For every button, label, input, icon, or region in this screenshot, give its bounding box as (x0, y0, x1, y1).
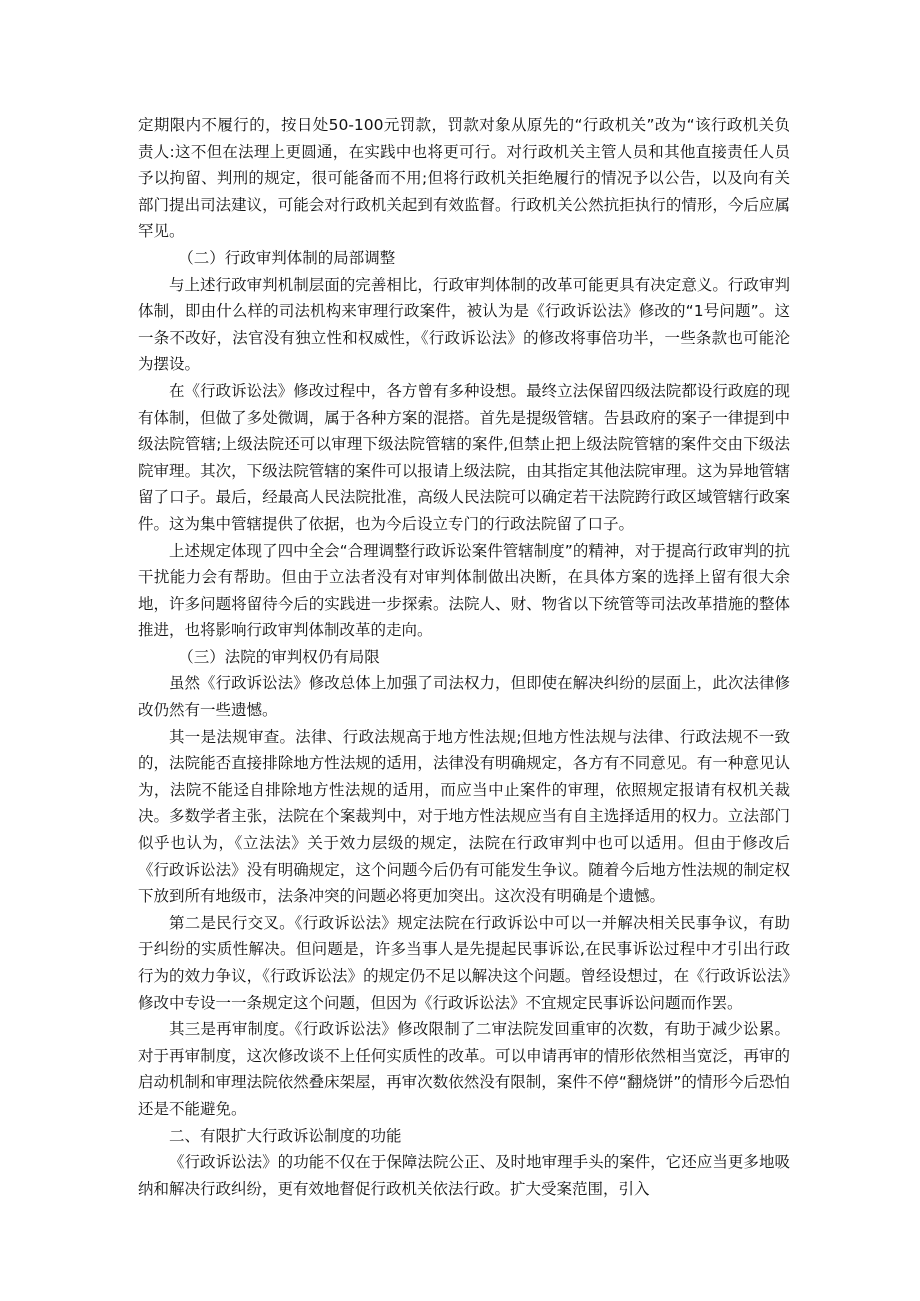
paragraph: 其三是再审制度。《行政诉讼法》修改限制了二审法院发回重审的次数，有助于减少讼累。对于再审制度，这次修改谈不上任何实质性的改革。可以申请再审的情形依然相当宽泛，再审的启动机制和审理法院依然叠床架屋，再审次数依然没有限制，案件不停“翻烧饼”的情形今后恐怕还是不能避免。 (138, 1020, 790, 1118)
document-page (138, 112, 790, 1202)
paragraph: 与上述行政审判机制层面的完善相比，行政审判体制的改革可能更具有决定意义。行政审判体制，即由什么样的司法机构来审理行政案件，被认为是《行政诉讼法》修改的“1号问题”。这一条不改好，法官没有独立性和权威性，《行政诉讼法》的修改将事倍功半，一些条款也可能沦为摆设。 (138, 275, 790, 374)
paragraph: 第二是民行交叉。《行政诉讼法》规定法院在行政诉讼中可以一并解决相关民事争议，有助于纠纷的实质性解决。但问题是，许多当事人是先提起民事诉讼,在民事诉讼过程中才引出行政行为的效力争议，《行政诉讼法》的规定仍不足以解决这个问题。曾经设想过，在《行政诉讼法》修改中专设一一条规定这个问题，但因为《行政诉讼法》不宜规定民事诉讼问题而作罢。 (138, 913, 790, 1012)
paragraph: 《行政诉讼法》的功能不仅在于保障法院公正、及时地审理手头的案件，它还应当更多地吸纳和解决行政纠纷，更有效地督促行政机关依法行政。扩大受案范围，引入 (138, 1153, 790, 1198)
paragraph: 其一是法规审查。法律、行政法规高于地方性法规;但地方性法规与法律、行政法规不一致的，法院能否直接排除地方性法规的适用，法律没有明确规定，各方有不同意见。有一种意见认为，法院不能迳自排除地方性法规的适用，而应当中止案件的审理，依照规定报请有权机关裁决。多数学者主张，法院在个案裁判中，对于地方性法规应当有自主选择适用的权力。立法部门似乎也认为，《立法法》关于效力层级的规定，法院在行政审判中也可以适用。但由于修改后《行政诉讼法》没有明确规定，这个问题今后仍有可能发生争议。随着今后地方性法规的制定权下放到所有地级市，法条冲突的问题必将更加突出。这次没有明确是个遗憾。 (138, 727, 790, 906)
paragraph-continued: 定期限内不履行的，按日处50-100元罚款，罚款对象从原先的“行政机关”改为“该行政机关负责人:这不但在法理上更圆通，在实践中也将更可行。对行政机关主管人员和其他直接责任人员予以拘留、判刑的规定，很可能备而不用;但将行政机关拒绝履行的情况予以公告，以及向有关部门提出司法建议，可能会对行政机关起到有效监督。行政机关公然抗拒执行的情形，今后应属罕见。 (138, 116, 790, 241)
paragraph: 虽然《行政诉讼法》修改总体上加强了司法权力，但即使在解决纠纷的层面上，此次法律修改仍然有一些遗憾。 (138, 674, 790, 720)
paragraph: 在《行政诉讼法》修改过程中，各方曾有多种设想。最终立法保留四级法院都设行政庭的现有体制，但做了多处微调，属于各种方案的混搭。首先是提级管辖。告县政府的案子一律提到中级法院管辖;上级法院还可以审理下级法院管辖的案件,但禁止把上级法院管辖的案件交由下级法院审理。其次，下级法院管辖的案件可以报请上级法院，由其指定其他法院审理。这为异地管辖留了口子。最后，经最高人民法院批准，高级人民法院可以确定若干法院跨行政区域管辖行政案件。这为集中管辖提供了依据，也为今后设立专门的行政法院留了口子。 (138, 381, 790, 533)
section-heading-3: （三）法院的审判权仍有局限 (178, 647, 380, 666)
paragraph: 上述规定体现了四中全会“合理调整行政诉讼案件管辖制度”的精神，对于提高行政审判的抗干扰能力会有帮助。但由于立法者没有对审判体制做出决断，在具体方案的选择上留有很大余地，许多问题将留待今后的实践进一步探索。法院人、财、物省以下统管等司法改革措施的整体推进，也将影响行政审判体制改革的走向。 (138, 541, 790, 640)
chapter-heading-2: 二、有限扩大行政诉讼制度的功能 (169, 1126, 402, 1145)
section-heading-2: （二）行政审判体制的局部调整 (178, 248, 396, 267)
